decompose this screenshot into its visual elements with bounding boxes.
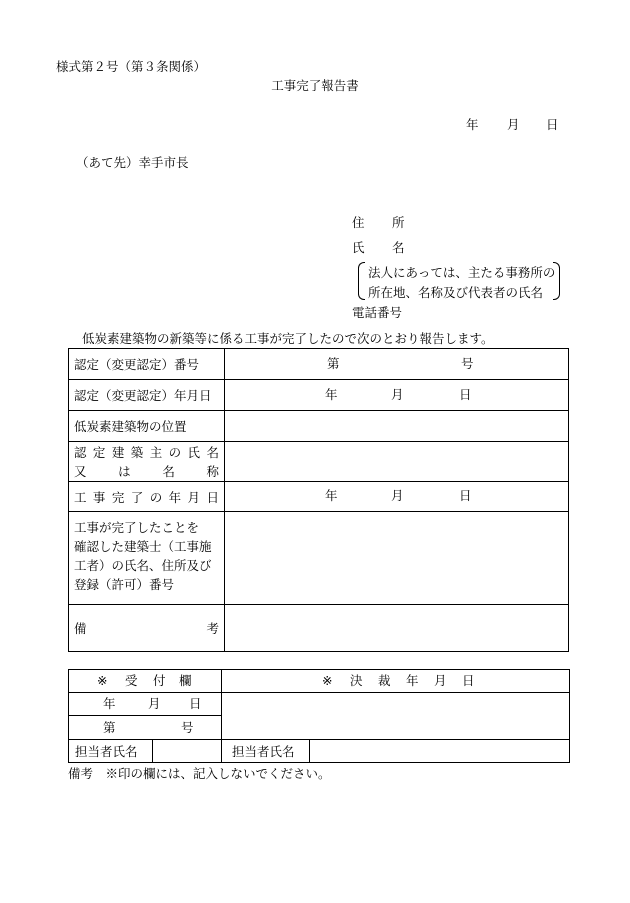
location-label: 低炭素建築物の位置 [69,411,225,442]
owner-cell[interactable] [225,442,569,482]
applicant-name-label-1: 氏 [352,240,365,255]
architect-label: 工事が完了したことを 確認した建築士（工事施 工者）の氏名、住所及び 登録（許可）番号 [69,512,225,605]
footer-note: 備考 ※印の欄には、記入しないでください。 [68,766,331,781]
office-header-row [69,670,570,693]
row-cert-date [69,380,569,411]
applicant-address-label-2: 所 [392,215,405,230]
row-completion-date [69,482,569,512]
addressee: （あて先）幸手市長 [76,155,189,170]
row-remarks [69,605,569,652]
completion-date-label: 工 事 完 了 の 年 月 日 [69,482,225,512]
owner-label-line-1: 認 定 建 築 主 の 氏 名 [74,444,219,460]
document-title: 工事完了報告書 [271,78,359,93]
bracket-left [358,262,365,300]
applicant-name-label-2: 名 [392,240,405,255]
applicant-address-label-1: 住 [352,215,365,230]
date-day-label: 日 [546,117,559,132]
cert-number-cell[interactable] [225,349,569,380]
corporation-note-line-2: 所在地、名称及び代表者の氏名 [368,285,544,300]
corporation-note [358,262,560,300]
reception-number-cell[interactable]: 第 号 [69,716,222,740]
row-cert-number [69,349,569,380]
cert-date-cell[interactable] [225,380,569,411]
completion-date-cell[interactable] [225,482,569,512]
cert-number-prefix: 第 [327,355,340,371]
report-table [68,348,569,652]
person-value-left[interactable] [153,740,222,763]
cert-date-year: 年 [325,386,338,402]
person-label-left: 担当者氏名 [69,740,153,763]
completion-date-month: 月 [391,488,404,503]
reception-date-cell[interactable]: 年 月 日 [69,693,222,716]
cert-date-month: 月 [391,386,404,402]
owner-label [69,442,225,482]
cert-number-suffix: 号 [461,355,474,371]
corporation-note-line-1: 法人にあっては、主たる事務所の [368,265,556,280]
row-owner [69,442,569,482]
location-cell[interactable] [225,411,569,442]
person-value-right[interactable] [310,740,570,763]
architect-cell[interactable] [225,512,569,605]
date-year-label: 年 [466,117,479,132]
person-row [69,740,570,763]
cert-date-label: 認定（変更認定）年月日 [69,380,225,411]
owner-label-line-2: 又 は 名 称 [74,463,219,479]
completion-date-day: 日 [459,488,472,503]
decision-header: ※ 決 裁 年 月 日 [222,670,570,693]
bracket-right [553,262,560,300]
remarks-cell[interactable] [225,605,569,652]
reception-header: ※ 受 付 欄 [69,670,222,693]
phone-label: 電話番号 [352,305,403,320]
decision-date-cell[interactable] [222,693,570,740]
row-location [69,411,569,442]
form-number: 様式第２号（第３条関係） [56,59,207,74]
person-label-right: 担当者氏名 [222,740,310,763]
cert-number-label: 認定（変更認定）番号 [69,349,225,380]
completion-date-year: 年 [325,488,338,503]
intro-text: 低炭素建築物の新築等に係る工事が完了したので次のとおり報告します。 [82,331,494,346]
cert-date-day: 日 [459,386,472,402]
reception-date-row [69,693,570,716]
date-month-label: 月 [507,117,520,132]
remarks-label: 備 考 [69,605,225,652]
row-architect [69,512,569,605]
office-use-table [68,669,570,763]
